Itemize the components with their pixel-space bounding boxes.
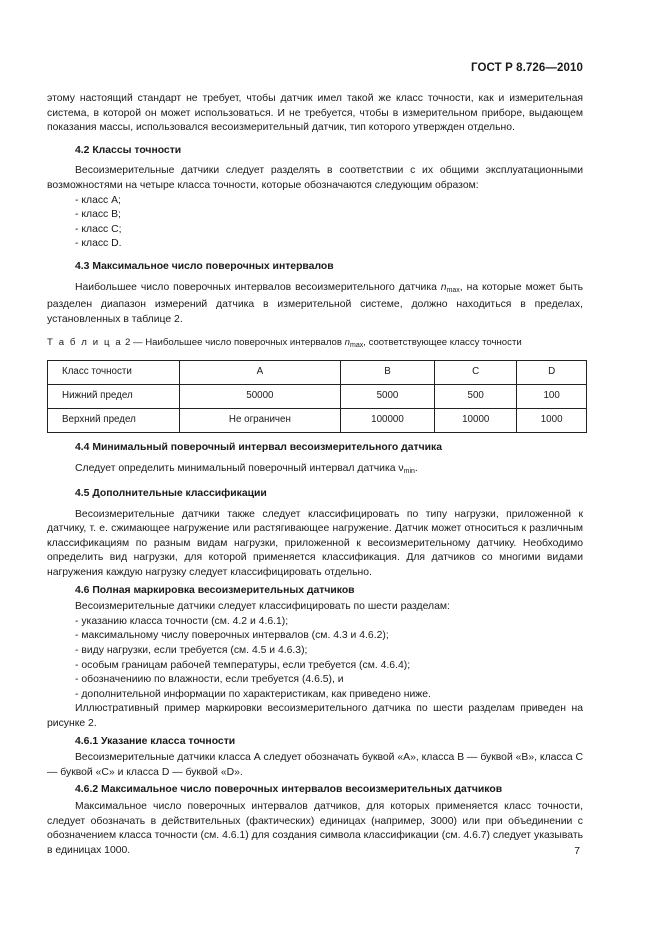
table-cell: A (180, 360, 341, 384)
section-heading-4-2: 4.2 Классы точности (75, 144, 182, 156)
section-heading-4-6-1: 4.6.1 Указание класса точности (75, 735, 236, 747)
list-item: - виду нагрузки, если требуется (см. 4.5 и 4.6.3); (75, 645, 308, 657)
table-cell: Не ограничен (180, 408, 341, 432)
list-item: - класс С; (75, 223, 122, 235)
section-4-6-2-text: Максимальное число поверочных интервалов датчиков, для которых применяется класс точности, следует обозначать в действительных (фактических) единицах (например, 3000) или при объединении с обозначением класса точности (см. 4.6.1) для создания символа классификации (см. 4.6.7) следует указывать в единицах 1000. (47, 800, 583, 856)
accuracy-class-table (47, 360, 587, 433)
table-cell: 1000 (517, 408, 587, 432)
table-cell: Класс точности (48, 360, 180, 384)
section-heading-4-6: 4.6 Полная маркировка весоизмерительных датчиков (75, 584, 355, 596)
table-row (48, 408, 587, 432)
page-number: 7 (574, 846, 580, 857)
table-row (48, 360, 587, 384)
list-item: - указанию класса точности (см. 4.2 и 4.6.1); (75, 615, 289, 627)
list-item: - максимальному числу поверочных интервалов (см. 4.3 и 4.6.2); (75, 630, 389, 642)
section-heading-4-3: 4.3 Максимальное число поверочных интервалов (75, 260, 334, 272)
intro-paragraph: этому настоящий стандарт не требует, чтобы датчик имел такой же класс точности, как и измерительная система, в которой он может использоваться. И не требуется, чтобы в измерительном приборе, выдающем показания массы, использовался весоизмерительный датчик, тип которого утвержден отдельно. (47, 93, 583, 134)
section-4-6-text: Весоизмерительные датчики следует классифицировать по шести разделам: (75, 601, 450, 613)
list-item: - класс А; (75, 194, 121, 206)
section-4-3-text: Наибольшее число поверочных интервалов весоизмерительного датчика $n_{max}$, на которые может быть разделен диапазон измерений датчика в измерительной системе, должно находиться в пределах, установленных в таблице 2. (47, 281, 584, 325)
list-item: - класс D. (75, 238, 122, 250)
list-item: - обозначениию по влажности, если требуется (4.6.5), и (75, 674, 344, 686)
page-content (47, 92, 583, 858)
table-cell: D (517, 360, 587, 384)
table-cell: 50000 (180, 384, 341, 408)
section-4-5-text: Весоизмерительные датчики также следует классифицировать по типу нагрузки, приложенной к датчику, т. е. сжимающее нагружение или растягивающее нагружение. Датчик может относиться к различным классификациям по разным видам нагрузки, приложенной к весоизмерительному датчику. Необходимо определить вид нагрузки, для которой применяется классификация. Для датчиков со многими видами нагружения каждую нагрузку следует классифицировать отдельно. (47, 508, 583, 579)
table-row (48, 384, 587, 408)
table-cell: 100 (517, 384, 587, 408)
list-item: - особым границам рабочей температуры, если требуется (см. 4.6.4); (75, 659, 411, 671)
table-cell: 500 (435, 384, 517, 408)
table-cell: B (340, 360, 434, 384)
section-heading-4-4: 4.4 Минимальный поверочный интервал весоизмерительного датчика (75, 441, 442, 453)
section-4-2-text: Весоизмерительные датчики следует разделять в соответствии с их общими эксплуатационными возможностями на четыре класса точности, которые обозначаются следующим образом: (47, 165, 583, 191)
document-header: ГОСТ Р 8.726—2010 (471, 62, 583, 74)
table-cell: Нижний предел (48, 384, 180, 408)
table-cell: 100000 (340, 408, 434, 432)
section-heading-4-5: 4.5 Дополнительные классификации (75, 488, 267, 500)
table-caption: Т а б л и ц а 2 — Наибольшее число поверочных интервалов $n_{max}$, соответствующее классу точности (47, 337, 522, 350)
section-4-6-1-text: Весоизмерительные датчики класса А следует обозначать буквой «А», класса В — буквой «В», класса С — буквой «С» и класса D — буквой «D». (47, 752, 583, 778)
section-heading-4-6-2: 4.6.2 Максимальное число поверочных интервалов весоизмерительных датчиков (75, 784, 503, 796)
list-item: - дополнительной информации по характеристикам, как приведено ниже. (75, 688, 431, 700)
table-cell: C (435, 360, 517, 384)
section-4-6-after: Иллюстративный пример маркировки весоизмерительного датчика по шести разделам приведен на рисунке 2. (47, 703, 583, 729)
list-item: - класс В; (75, 209, 121, 221)
table-cell: Верхний предел (48, 408, 180, 432)
table-cell: 10000 (435, 408, 517, 432)
table-cell: 5000 (340, 384, 434, 408)
section-4-4-text: Следует определить минимальный поверочный интервал датчика $\nu_{min}$. (75, 462, 418, 475)
